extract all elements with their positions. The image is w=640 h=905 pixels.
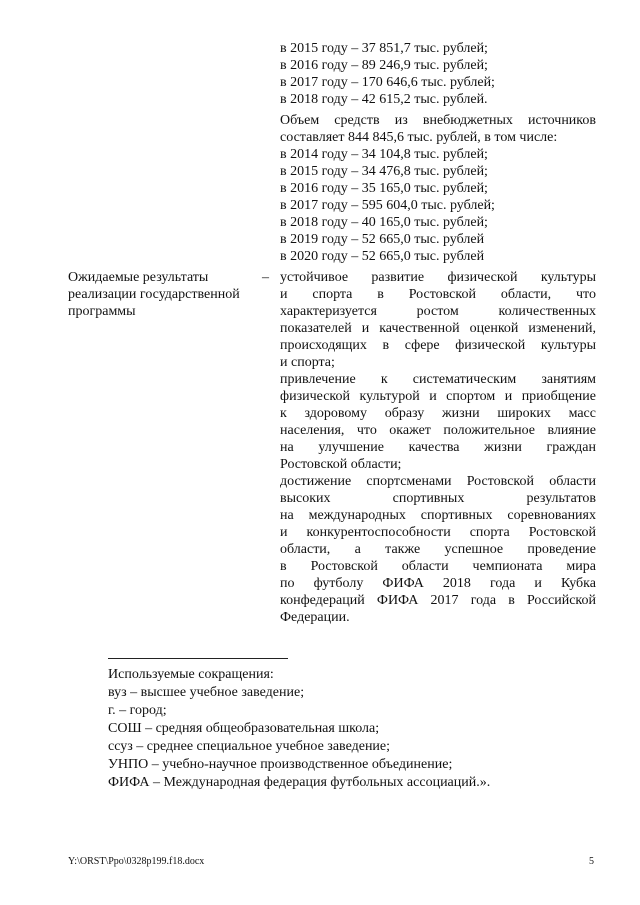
text-line: физической культурой и спортом и приобщение [280,389,596,404]
text-line: Федерации. [280,610,350,625]
text-line: в 2017 году – 170 646,6 тыс. рублей; [280,75,495,90]
text-line: происходящих в сфере физической культуры [280,338,596,353]
text-line: и спорта; [280,355,335,370]
footnote-line: ссуз – среднее специальное учебное заведение; [108,739,391,754]
text-line: и спорта в Ростовской области, что [280,287,596,302]
text-line: в 2015 году – 37 851,7 тыс. рублей; [280,41,488,56]
separator-dash: – [262,270,269,285]
text-line: достижение спортсменами Ростовской области [280,474,596,489]
text-line: в 2018 году – 40 165,0 тыс. рублей; [280,215,488,230]
text-line: составляет 844 845,6 тыс. рублей, в том числе: [280,130,558,145]
text-line: населения, что окажет положительное влияние [280,423,596,438]
text-line: характеризуется ростом количественных [280,304,596,319]
text-line: и конкурентоспособности спорта Ростовской [280,525,596,540]
row-heading-line: Ожидаемые результаты [68,270,209,285]
text-line: по футболу ФИФА 2018 года и Кубка [280,576,596,591]
text-line: показателей и качественной оценкой изменений, [280,321,596,336]
footnote-line: СОШ – средняя общеобразовательная школа; [108,721,380,736]
text-line: в 2018 году – 42 615,2 тыс. рублей. [280,92,488,107]
text-line: высоких спортивных результатов [280,491,596,506]
text-line: Ростовской области; [280,457,402,472]
text-line: привлечение к систематическим занятиям [280,372,596,387]
text-line: конфедераций ФИФА 2017 года в Российской [280,593,596,608]
text-line: в 2014 году – 34 104,8 тыс. рублей; [280,147,488,162]
text-line: в 2017 году – 595 604,0 тыс. рублей; [280,198,495,213]
text-line: в Ростовской области чемпионата мира [280,559,596,574]
row-heading-line: реализации государственной [68,287,240,302]
footer-file-path: Y:\ORST\Ppo\0328p199.f18.docx [68,856,205,867]
text-line: на улучшение качества жизни граждан [280,440,596,455]
text-line: в 2015 году – 34 476,8 тыс. рублей; [280,164,488,179]
footnote-rule [108,658,288,659]
footnote-line: УНПО – учебно-научное производственное объединение; [108,757,453,772]
footnote-line: ФИФА – Международная федерация футбольных ассоциаций.». [108,775,491,790]
row-heading-line: программы [68,304,136,319]
text-line: устойчивое развитие физической культуры [280,270,596,285]
text-line: области, а также успешное проведение [280,542,596,557]
footnote-line: вуз – высшее учебное заведение; [108,685,305,700]
page-number: 5 [589,856,594,867]
footnote-line: г. – город; [108,703,167,718]
text-line: к здоровому образу жизни широких масс [280,406,596,421]
text-line: Объем средств из внебюджетных источников [280,113,596,128]
text-line: в 2016 году – 89 246,9 тыс. рублей; [280,58,488,73]
text-line: в 2019 году – 52 665,0 тыс. рублей [280,232,485,247]
text-line: в 2020 году – 52 665,0 тыс. рублей [280,249,485,264]
text-line: в 2016 году – 35 165,0 тыс. рублей; [280,181,488,196]
text-line: на международных спортивных соревнованиях [280,508,596,523]
footnote-line: Используемые сокращения: [108,667,274,682]
